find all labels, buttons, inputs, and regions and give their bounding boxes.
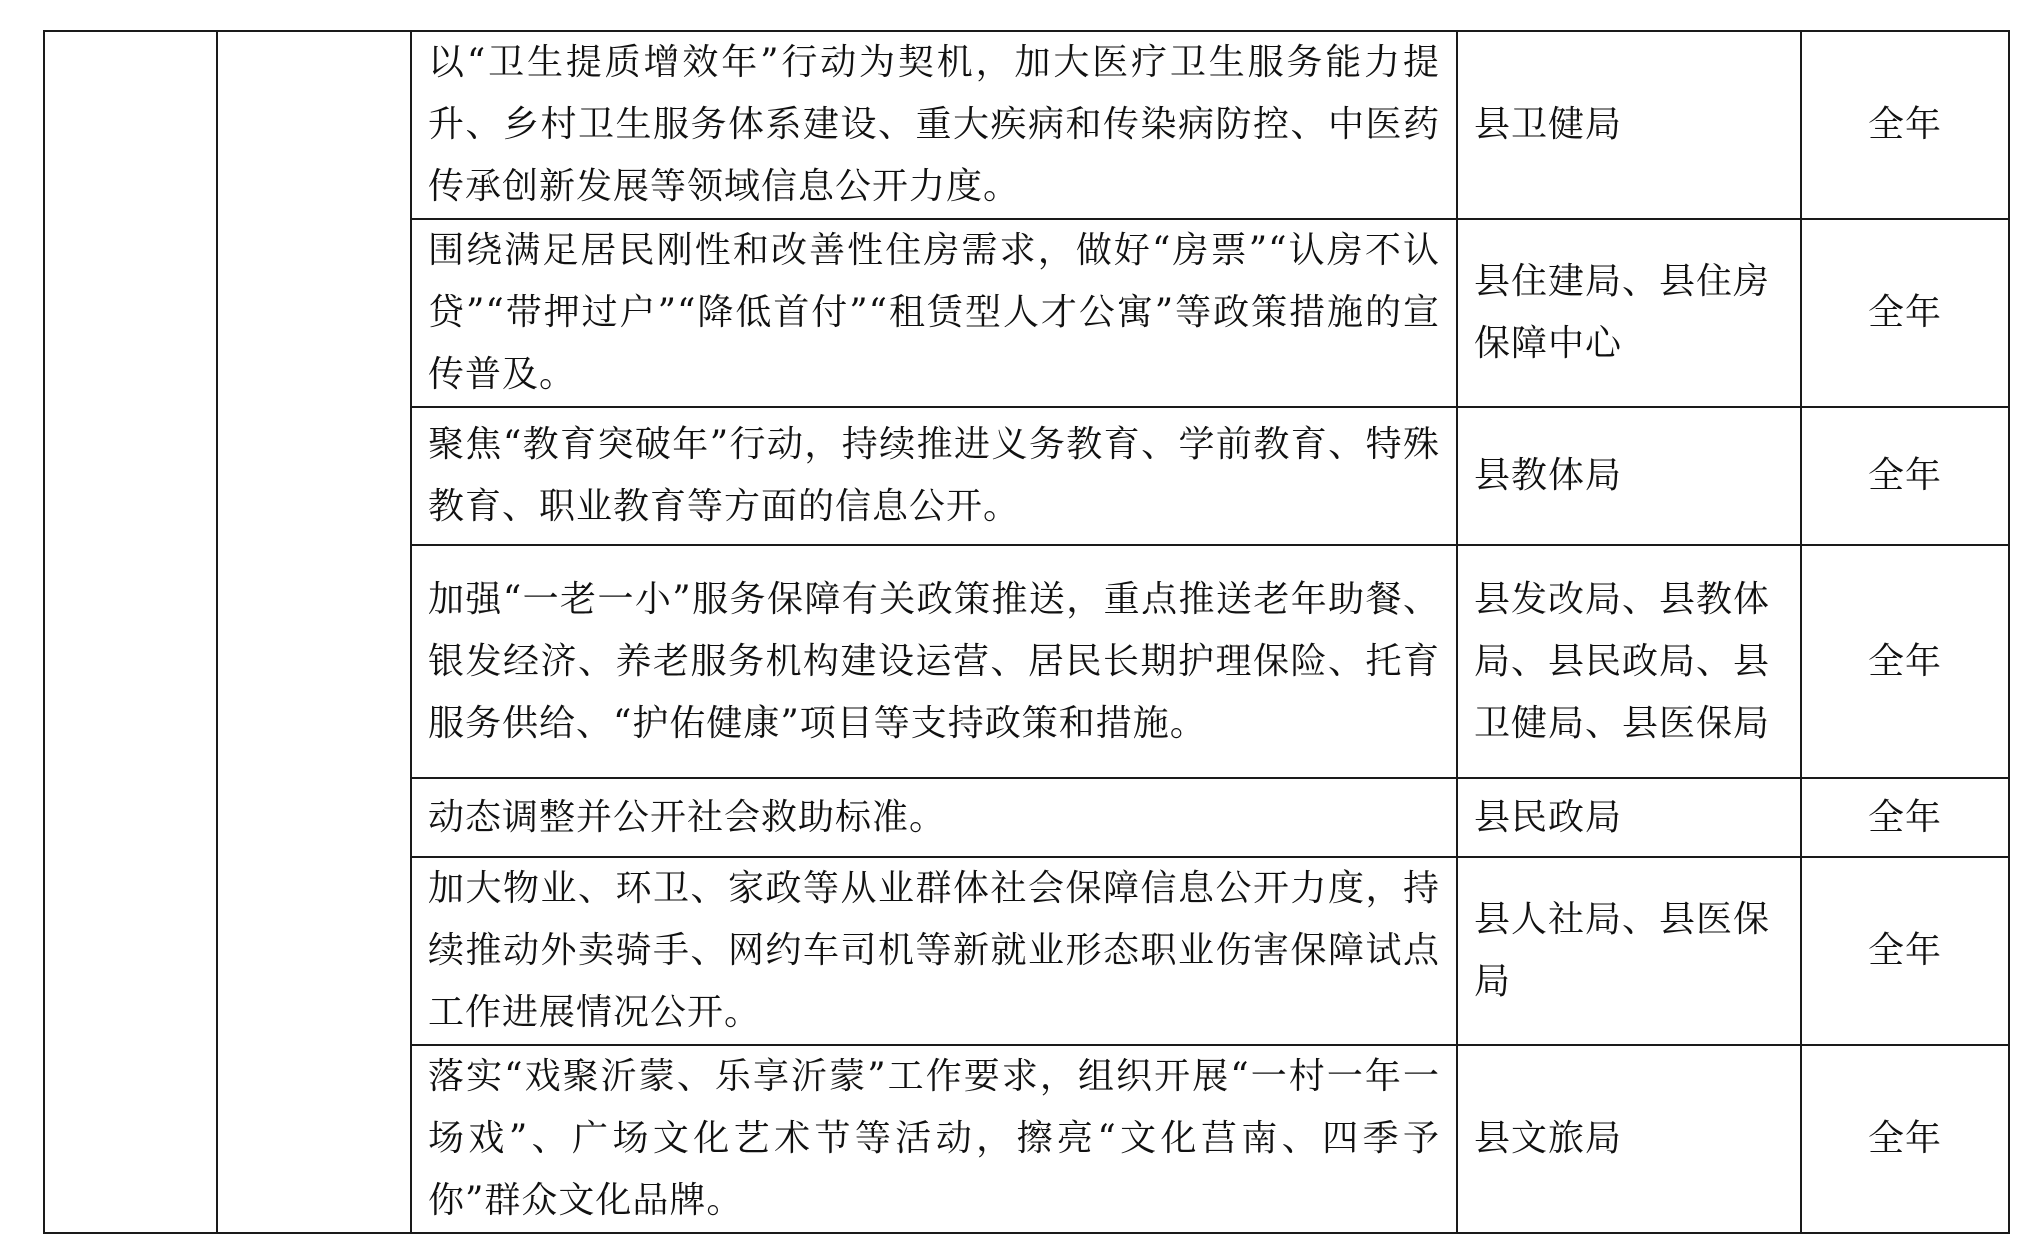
- department-cell: [1457, 857, 1801, 1045]
- responsible-department: 县文旅局: [1474, 1118, 1623, 1159]
- department-cell: [1457, 407, 1801, 545]
- timeframe-cell: [1801, 407, 2009, 545]
- timeframe: 全年: [1867, 640, 1942, 682]
- department-cell: [1457, 778, 1801, 857]
- department-cell: [1457, 219, 1801, 407]
- responsible-department: 县教体局: [1474, 455, 1623, 496]
- timeframe-cell: [1801, 857, 2009, 1045]
- department-cell: [1457, 545, 1801, 778]
- task-content: 加强“一老一小”服务保障有关政策推送，重点推送老年助餐、银发经济、养老服务机构建设运营、居民长期护理保险、托育服务供给、“护佑健康”项目等支持政策和措施。: [428, 578, 1440, 744]
- responsible-department: 县人社局、县医保局: [1474, 899, 1771, 1002]
- timeframe-cell: [1801, 1045, 2009, 1233]
- timeframe: 全年: [1867, 930, 1942, 971]
- timeframe: 全年: [1867, 104, 1942, 145]
- category-cell: [44, 31, 217, 1233]
- responsible-department: 县发改局、县教体局、县民政局、县卫健局、县医保局: [1474, 578, 1771, 744]
- timeframe: 全年: [1867, 1118, 1942, 1159]
- task-content-cell: [411, 219, 1457, 407]
- task-content: 加大物业、环卫、家政等从业群体社会保障信息公开力度，持续推动外卖骑手、网约车司机等新就业形态职业伤害保障试点工作进展情况公开。: [428, 868, 1440, 1033]
- task-content: 围绕满足居民刚性和改善性住房需求，做好“房票”“认房不认贷”“带押过户”“降低首付”“租赁型人才公寓”等政策措施的宣传普及。: [428, 230, 1440, 395]
- timeframe-cell: [1801, 219, 2009, 407]
- timeframe-cell: [1801, 778, 2009, 857]
- task-content: 落实“戏聚沂蒙、乐享沂蒙”工作要求，组织开展“一村一年一场戏”、广场文化艺术节等活动，擦亮“文化莒南、四季予你”群众文化品牌。: [428, 1056, 1440, 1221]
- task-content-cell: [411, 1045, 1457, 1233]
- table-row: [44, 31, 2009, 219]
- task-content-cell: [411, 31, 1457, 219]
- responsible-department: 县民政局: [1474, 796, 1623, 838]
- task-content: 以“卫生提质增效年”行动为契机，加大医疗卫生服务能力提升、乡村卫生服务体系建设、重大疾病和传染病防控、中医药传承创新发展等领域信息公开力度。: [428, 42, 1440, 207]
- task-content-cell: [411, 545, 1457, 778]
- timeframe: 全年: [1867, 796, 1942, 838]
- timeframe: 全年: [1867, 292, 1942, 333]
- subcategory-cell: [217, 31, 411, 1233]
- timeframe: 全年: [1867, 455, 1942, 496]
- task-content-cell: [411, 407, 1457, 545]
- task-content: 聚焦“教育突破年”行动，持续推进义务教育、学前教育、特殊教育、职业教育等方面的信息公开。: [428, 424, 1440, 527]
- timeframe-cell: [1801, 545, 2009, 778]
- department-cell: [1457, 1045, 1801, 1233]
- task-content: 动态调整并公开社会救助标准。: [428, 796, 947, 838]
- task-table: [43, 30, 2010, 1234]
- timeframe-cell: [1801, 31, 2009, 219]
- responsible-department: 县卫健局: [1474, 104, 1623, 145]
- task-content-cell: [411, 778, 1457, 857]
- department-cell: [1457, 31, 1801, 219]
- responsible-department: 县住建局、县住房保障中心: [1474, 261, 1771, 364]
- task-content-cell: [411, 857, 1457, 1045]
